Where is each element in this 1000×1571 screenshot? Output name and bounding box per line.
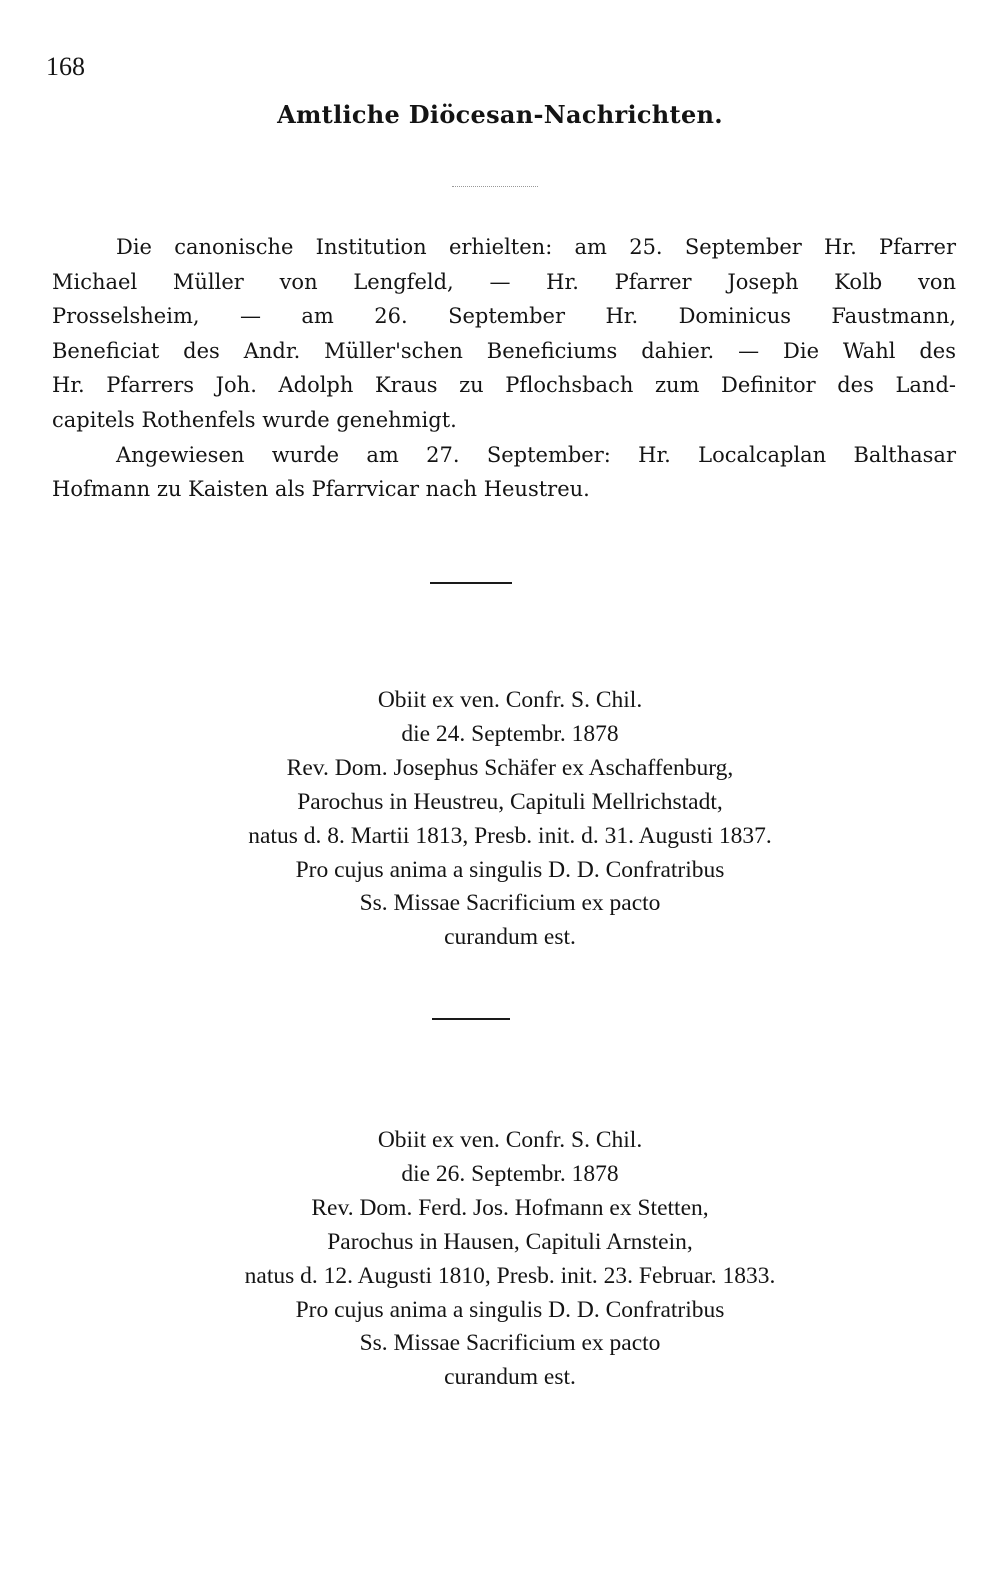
running-head: Amtliche Diöcesan-Nachrichten.	[277, 100, 723, 129]
obituary-line: Ss. Missae Sacrificium ex pacto	[359, 1330, 661, 1357]
appointments-notice	[52, 230, 956, 507]
notice-line: capitels Rothenfels wurde genehmigt.	[52, 407, 457, 432]
notice-line: Hr. Pfarrers Joh. Adolph Kraus zu Pflochsbach zum Definitor des Land-	[52, 373, 956, 398]
obituary-line: die 26. Septembr. 1878	[401, 1160, 619, 1187]
obituary-line: natus d. 12. Augusti 1810, Presb. init. 23. Februar. 1833.	[244, 1262, 776, 1289]
notice-line: Michael Müller von Lengfeld, — Hr. Pfarrer Joseph Kolb von	[52, 269, 956, 294]
section-divider	[430, 582, 512, 584]
notice-line: Angewiesen wurde am 27. September: Hr. Localcaplan Balthasar	[116, 442, 956, 467]
notice-line: Hofmann zu Kaisten als Pfarrvicar nach Heustreu.	[52, 477, 590, 502]
obituary-notice	[100, 1124, 920, 1395]
obituary-line: Obiit ex ven. Confr. S. Chil.	[377, 1127, 643, 1153]
obituary-line: curandum est.	[444, 924, 576, 951]
notice-line: Die canonische Institution erhielten: am 25. September Hr. Pfarrer	[116, 235, 956, 259]
obituary-line: Rev. Dom. Josephus Schäfer ex Aschaffenburg,	[286, 754, 734, 781]
section-divider	[432, 1018, 510, 1020]
obituary-notice	[100, 684, 920, 955]
ornamental-dotted-rule	[452, 186, 538, 187]
notice-line: Prosselsheim, — am 26. September Hr. Dominicus Faustmann,	[52, 304, 956, 329]
obituary-line: Rev. Dom. Ferd. Jos. Hofmann ex Stetten,	[311, 1194, 709, 1221]
page-number: 168	[46, 52, 85, 81]
notice-line: Beneficiat des Andr. Müller'schen Beneficiums dahier. — Die Wahl des	[52, 338, 956, 363]
obituary-line: Pro cujus anima a singulis D. D. Confratribus	[295, 1296, 725, 1323]
obituary-line: Obiit ex ven. Confr. S. Chil.	[377, 687, 643, 713]
obituary-line: curandum est.	[444, 1364, 576, 1391]
obituary-line: Parochus in Hausen, Capituli Arnstein,	[327, 1228, 693, 1255]
obituary-line: natus d. 8. Martii 1813, Presb. init. d. 31. Augusti 1837.	[248, 822, 772, 849]
obituary-line: Ss. Missae Sacrificium ex pacto	[359, 890, 661, 917]
obituary-line: die 24. Septembr. 1878	[401, 720, 619, 747]
obituary-line: Pro cujus anima a singulis D. D. Confratribus	[295, 856, 725, 883]
obituary-line: Parochus in Heustreu, Capituli Mellrichstadt,	[297, 788, 723, 815]
